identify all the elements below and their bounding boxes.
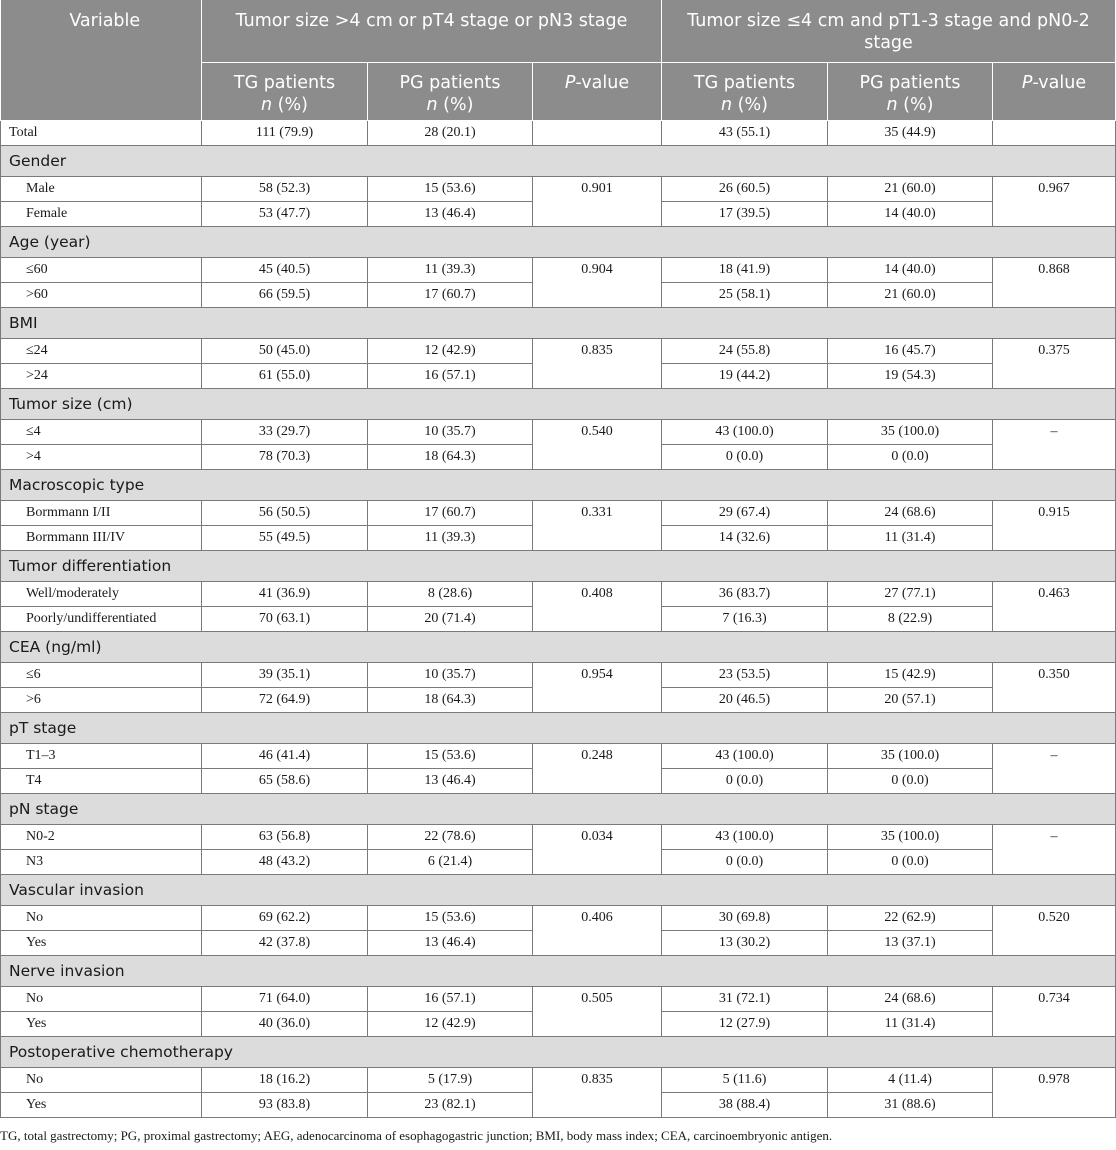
cell-a-pg: 17 (60.7) xyxy=(368,500,533,525)
header-variable: Variable xyxy=(1,0,202,120)
cell-a-tg: 78 (70.3) xyxy=(202,444,368,469)
header-b-tg xyxy=(662,62,828,120)
cell-b-pg: 0 (0.0) xyxy=(828,849,993,874)
cell-a-tg: 18 (16.2) xyxy=(202,1067,368,1092)
cell-b-pg: 11 (31.4) xyxy=(828,1011,993,1036)
cell-b-pg: 22 (62.9) xyxy=(828,905,993,930)
cell-a-pg: 18 (64.3) xyxy=(368,444,533,469)
group-title: Tumor differentiation xyxy=(1,550,1116,581)
row-label: Yes xyxy=(1,930,202,955)
group-title: pT stage xyxy=(1,712,1116,743)
group-header-row xyxy=(1,712,1116,743)
cell-a-pg: 12 (42.9) xyxy=(368,1011,533,1036)
row-label: ≤60 xyxy=(1,257,202,282)
group-title: Gender xyxy=(1,145,1116,176)
cell-a-pvalue: 0.505 xyxy=(533,986,662,1036)
cell-a-tg: 40 (36.0) xyxy=(202,1011,368,1036)
cell-a-tg: 65 (58.6) xyxy=(202,768,368,793)
group-header-row xyxy=(1,469,1116,500)
cell-a-pvalue: 0.954 xyxy=(533,662,662,712)
table-row xyxy=(1,662,1116,687)
cell-a-pg: 15 (53.6) xyxy=(368,743,533,768)
cell-b-tg: 23 (53.5) xyxy=(662,662,828,687)
cell-b-pg: 21 (60.0) xyxy=(828,282,993,307)
row-label: N0-2 xyxy=(1,824,202,849)
cell-b-pvalue: – xyxy=(993,419,1116,469)
header-p-suffix: -value xyxy=(575,72,630,93)
cell-a-tg: 39 (35.1) xyxy=(202,662,368,687)
table-row xyxy=(1,743,1116,768)
cell-a-pvalue: 0.248 xyxy=(533,743,662,793)
group-title: Vascular invasion xyxy=(1,874,1116,905)
header-n: n xyxy=(261,94,273,115)
cell-a-pvalue: 0.408 xyxy=(533,581,662,631)
header-pct: (%) xyxy=(897,94,934,115)
cell-b-pg: 24 (68.6) xyxy=(828,500,993,525)
table-row xyxy=(1,824,1116,849)
row-label: >4 xyxy=(1,444,202,469)
cell-b-tg: 26 (60.5) xyxy=(662,176,828,201)
group-title: Age (year) xyxy=(1,226,1116,257)
cell-a-pvalue xyxy=(533,120,662,145)
cell-a-tg: 69 (62.2) xyxy=(202,905,368,930)
cell-a-tg: 55 (49.5) xyxy=(202,525,368,550)
row-label: ≤24 xyxy=(1,338,202,363)
cell-b-pg: 19 (54.3) xyxy=(828,363,993,388)
cell-a-tg: 41 (36.9) xyxy=(202,581,368,606)
header-p: P xyxy=(1021,72,1033,93)
row-label: No xyxy=(1,1067,202,1092)
cell-b-tg: 18 (41.9) xyxy=(662,257,828,282)
row-label: No xyxy=(1,905,202,930)
cell-b-tg: 13 (30.2) xyxy=(662,930,828,955)
cell-a-tg: 61 (55.0) xyxy=(202,363,368,388)
cell-b-tg: 0 (0.0) xyxy=(662,849,828,874)
cell-b-pg: 27 (77.1) xyxy=(828,581,993,606)
cell-a-pg: 10 (35.7) xyxy=(368,662,533,687)
cell-b-pvalue: 0.967 xyxy=(993,176,1116,226)
cell-b-tg: 12 (27.9) xyxy=(662,1011,828,1036)
cell-b-tg: 38 (88.4) xyxy=(662,1092,828,1117)
group-header-row xyxy=(1,874,1116,905)
table-row xyxy=(1,1067,1116,1092)
cell-b-pg: 20 (57.1) xyxy=(828,687,993,712)
table-row xyxy=(1,986,1116,1011)
cell-b-pg: 35 (100.0) xyxy=(828,824,993,849)
cell-a-pvalue: 0.034 xyxy=(533,824,662,874)
group-header-row xyxy=(1,145,1116,176)
table-row xyxy=(1,176,1116,201)
cell-b-pg: 24 (68.6) xyxy=(828,986,993,1011)
cell-b-pvalue: 0.978 xyxy=(993,1067,1116,1117)
row-label: ≤4 xyxy=(1,419,202,444)
cell-a-pvalue: 0.406 xyxy=(533,905,662,955)
header-group-b: Tumor size ≤4 cm and pT1-3 stage and pN0-2 stage xyxy=(662,0,1116,62)
row-label: Well/moderately xyxy=(1,581,202,606)
row-label: Poorly/undifferentiated xyxy=(1,606,202,631)
cell-b-pvalue xyxy=(993,120,1116,145)
row-label: Bormmann I/II xyxy=(1,500,202,525)
cell-a-pg: 15 (53.6) xyxy=(368,905,533,930)
header-a-tg xyxy=(202,62,368,120)
cell-a-tg: 71 (64.0) xyxy=(202,986,368,1011)
cell-b-pg: 35 (100.0) xyxy=(828,419,993,444)
cell-a-pg: 28 (20.1) xyxy=(368,120,533,145)
group-header-row xyxy=(1,226,1116,257)
cell-b-tg: 29 (67.4) xyxy=(662,500,828,525)
cell-b-tg: 30 (69.8) xyxy=(662,905,828,930)
cell-a-pg: 20 (71.4) xyxy=(368,606,533,631)
group-title: pN stage xyxy=(1,793,1116,824)
row-label: N3 xyxy=(1,849,202,874)
cell-b-pg: 16 (45.7) xyxy=(828,338,993,363)
row-label: Male xyxy=(1,176,202,201)
row-label: Female xyxy=(1,201,202,226)
cell-a-tg: 111 (79.9) xyxy=(202,120,368,145)
header-n: n xyxy=(426,94,438,115)
cell-b-pg: 21 (60.0) xyxy=(828,176,993,201)
table-row xyxy=(1,905,1116,930)
cell-b-tg: 25 (58.1) xyxy=(662,282,828,307)
header-group-a: Tumor size >4 cm or pT4 stage or pN3 stage xyxy=(202,0,662,62)
group-header-row xyxy=(1,1036,1116,1067)
row-label: Yes xyxy=(1,1011,202,1036)
cell-a-pvalue: 0.901 xyxy=(533,176,662,226)
cell-b-tg: 36 (83.7) xyxy=(662,581,828,606)
cell-b-pvalue: 0.520 xyxy=(993,905,1116,955)
cell-b-pvalue: 0.375 xyxy=(993,338,1116,388)
header-pct: (%) xyxy=(437,94,474,115)
cell-a-pg: 13 (46.4) xyxy=(368,768,533,793)
group-header-row xyxy=(1,307,1116,338)
group-title: Tumor size (cm) xyxy=(1,388,1116,419)
cell-a-pvalue: 0.540 xyxy=(533,419,662,469)
cell-b-pg: 4 (11.4) xyxy=(828,1067,993,1092)
header-n: n xyxy=(721,94,733,115)
table-row-total xyxy=(1,120,1116,145)
cell-b-pvalue: 0.734 xyxy=(993,986,1116,1036)
header-a-pg xyxy=(368,62,533,120)
cell-b-tg: 43 (100.0) xyxy=(662,824,828,849)
cell-a-tg: 66 (59.5) xyxy=(202,282,368,307)
cell-b-pg: 8 (22.9) xyxy=(828,606,993,631)
table-body xyxy=(1,120,1116,1117)
cell-b-tg: 19 (44.2) xyxy=(662,363,828,388)
row-label: >60 xyxy=(1,282,202,307)
row-label: Bormmann III/IV xyxy=(1,525,202,550)
cell-b-tg: 0 (0.0) xyxy=(662,768,828,793)
table-row xyxy=(1,338,1116,363)
cell-a-tg: 33 (29.7) xyxy=(202,419,368,444)
group-header-row xyxy=(1,550,1116,581)
row-label: >6 xyxy=(1,687,202,712)
cell-a-tg: 42 (37.8) xyxy=(202,930,368,955)
row-label: T1–3 xyxy=(1,743,202,768)
cell-a-tg: 72 (64.9) xyxy=(202,687,368,712)
cell-a-pg: 6 (21.4) xyxy=(368,849,533,874)
cell-a-pg: 13 (46.4) xyxy=(368,201,533,226)
cell-a-tg: 63 (56.8) xyxy=(202,824,368,849)
row-label: >24 xyxy=(1,363,202,388)
cell-b-pg: 14 (40.0) xyxy=(828,201,993,226)
cell-a-pg: 17 (60.7) xyxy=(368,282,533,307)
row-label: No xyxy=(1,986,202,1011)
cell-b-tg: 20 (46.5) xyxy=(662,687,828,712)
row-label: Yes xyxy=(1,1092,202,1117)
cell-a-tg: 58 (52.3) xyxy=(202,176,368,201)
group-title: CEA (ng/ml) xyxy=(1,631,1116,662)
cell-a-pg: 10 (35.7) xyxy=(368,419,533,444)
header-p-suffix: -value xyxy=(1032,72,1087,93)
cell-b-tg: 0 (0.0) xyxy=(662,444,828,469)
cell-b-tg: 24 (55.8) xyxy=(662,338,828,363)
cell-a-pvalue: 0.835 xyxy=(533,1067,662,1117)
group-header-row xyxy=(1,955,1116,986)
group-header-row xyxy=(1,631,1116,662)
cell-a-pg: 13 (46.4) xyxy=(368,930,533,955)
cell-a-tg: 50 (45.0) xyxy=(202,338,368,363)
cell-b-tg: 43 (55.1) xyxy=(662,120,828,145)
header-n: n xyxy=(886,94,898,115)
header-b-pvalue xyxy=(993,62,1116,120)
cell-a-pg: 5 (17.9) xyxy=(368,1067,533,1092)
cell-b-pvalue: 0.915 xyxy=(993,500,1116,550)
header-tg-label: TG patients xyxy=(693,72,796,93)
group-title: Postoperative chemotherapy xyxy=(1,1036,1116,1067)
row-label: Total xyxy=(1,120,202,145)
group-title: Nerve invasion xyxy=(1,955,1116,986)
header-pg-label: PG patients xyxy=(399,72,501,93)
header-p: P xyxy=(564,72,576,93)
cell-b-pvalue: 0.463 xyxy=(993,581,1116,631)
header-pct: (%) xyxy=(272,94,308,115)
cell-a-pvalue: 0.331 xyxy=(533,500,662,550)
cell-a-pvalue: 0.904 xyxy=(533,257,662,307)
table-row xyxy=(1,257,1116,282)
cell-b-pg: 35 (100.0) xyxy=(828,743,993,768)
cell-b-tg: 17 (39.5) xyxy=(662,201,828,226)
cell-a-tg: 46 (41.4) xyxy=(202,743,368,768)
cell-b-pvalue: – xyxy=(993,743,1116,793)
table-row xyxy=(1,500,1116,525)
cell-b-pg: 31 (88.6) xyxy=(828,1092,993,1117)
cell-a-tg: 70 (63.1) xyxy=(202,606,368,631)
cell-a-tg: 48 (43.2) xyxy=(202,849,368,874)
cell-b-tg: 31 (72.1) xyxy=(662,986,828,1011)
cell-a-pg: 8 (28.6) xyxy=(368,581,533,606)
header-pg-label: PG patients xyxy=(859,72,961,93)
cell-a-pg: 11 (39.3) xyxy=(368,257,533,282)
cell-a-tg: 53 (47.7) xyxy=(202,201,368,226)
cell-a-pg: 11 (39.3) xyxy=(368,525,533,550)
header-a-pvalue xyxy=(533,62,662,120)
table-row xyxy=(1,419,1116,444)
cell-a-pg: 15 (53.6) xyxy=(368,176,533,201)
group-header-row xyxy=(1,388,1116,419)
cell-b-pg: 35 (44.9) xyxy=(828,120,993,145)
header-row-groups xyxy=(1,0,1116,62)
group-title: BMI xyxy=(1,307,1116,338)
row-label: ≤6 xyxy=(1,662,202,687)
cell-a-pg: 23 (82.1) xyxy=(368,1092,533,1117)
cell-b-tg: 7 (16.3) xyxy=(662,606,828,631)
cell-a-tg: 93 (83.8) xyxy=(202,1092,368,1117)
cell-b-pg: 15 (42.9) xyxy=(828,662,993,687)
cell-b-pg: 14 (40.0) xyxy=(828,257,993,282)
group-title: Macroscopic type xyxy=(1,469,1116,500)
cell-b-pg: 13 (37.1) xyxy=(828,930,993,955)
cell-b-pg: 0 (0.0) xyxy=(828,768,993,793)
cell-b-tg: 14 (32.6) xyxy=(662,525,828,550)
cell-a-pg: 18 (64.3) xyxy=(368,687,533,712)
cell-a-tg: 56 (50.5) xyxy=(202,500,368,525)
cell-b-pvalue: – xyxy=(993,824,1116,874)
cell-b-tg: 5 (11.6) xyxy=(662,1067,828,1092)
cell-b-pvalue: 0.868 xyxy=(993,257,1116,307)
cell-b-tg: 43 (100.0) xyxy=(662,419,828,444)
header-b-pg xyxy=(828,62,993,120)
group-header-row xyxy=(1,793,1116,824)
cell-b-pvalue: 0.350 xyxy=(993,662,1116,712)
header-pct: (%) xyxy=(732,94,768,115)
table-footnote: TG, total gastrectomy; PG, proximal gastrectomy; AEG, adenocarcinoma of esophagogastric junction; BMI, body mass index; CEA, carcinoembryonic antigen. xyxy=(0,1128,833,1143)
cell-b-pg: 11 (31.4) xyxy=(828,525,993,550)
cell-a-pg: 22 (78.6) xyxy=(368,824,533,849)
cell-b-pg: 0 (0.0) xyxy=(828,444,993,469)
cell-a-pvalue: 0.835 xyxy=(533,338,662,388)
table-row xyxy=(1,581,1116,606)
row-label: T4 xyxy=(1,768,202,793)
cell-a-pg: 16 (57.1) xyxy=(368,986,533,1011)
cell-b-tg: 43 (100.0) xyxy=(662,743,828,768)
cell-a-pg: 12 (42.9) xyxy=(368,338,533,363)
header-tg-label: TG patients xyxy=(233,72,336,93)
cell-a-tg: 45 (40.5) xyxy=(202,257,368,282)
cell-a-pg: 16 (57.1) xyxy=(368,363,533,388)
